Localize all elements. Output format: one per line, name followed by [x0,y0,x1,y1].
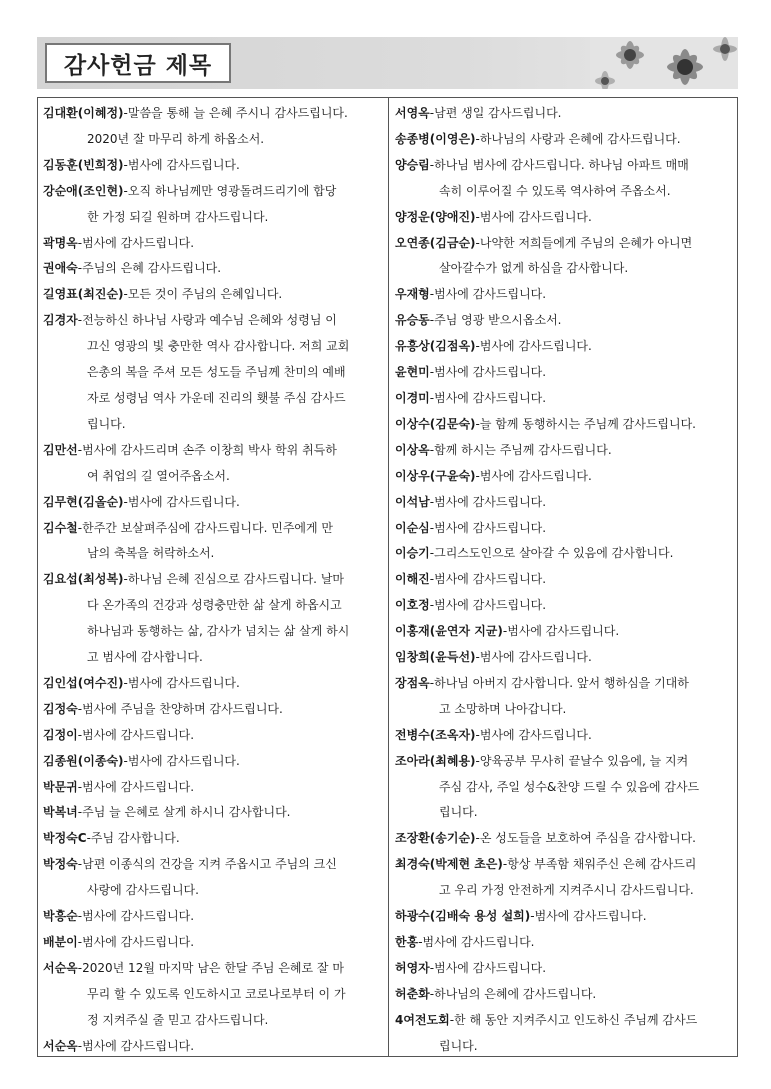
sunflower-decoration [590,37,738,89]
entry-text: -하나님 범사에 감사드립니다. 하나님 아파트 매매 [429,157,689,172]
entry-first-line [43,930,385,956]
offering-entry [43,231,385,257]
entry-text: -범사에 감사드립니다. [530,909,647,924]
entry-text: -주님의 은혜 감사드립니다. [77,261,222,276]
entry-text: -범사에 감사드립니다. [429,287,547,302]
donor-name: 전병수(조옥자) [395,727,476,742]
entry-text: -범사에 감사드립니다. [502,624,620,639]
entry-first-line [395,308,735,334]
entry-text: -범사에 감사드립니다. [429,390,547,405]
entry-continuation-line [395,878,735,904]
entry-first-line [395,645,735,671]
entry-first-line [395,619,735,645]
entry-text: -범사에 감사드립니다. [475,727,592,742]
entry-first-line [395,723,735,749]
entry-first-line [395,231,735,257]
entry-text: -한 해 동안 지켜주시고 인도하신 주님께 감사드 [449,1012,698,1027]
donor-name: 윤현미 [395,365,430,380]
donor-name: 김경자 [43,313,78,328]
offering-entry [395,282,735,308]
entry-first-line [395,1008,735,1034]
entry-first-line [43,956,385,982]
offering-entry [43,282,385,308]
entry-first-line [43,282,385,308]
offering-entry [395,826,735,852]
entry-continuation-line [395,179,735,205]
entry-text: -주님 감사합니다. [86,831,180,846]
offering-entry [43,1034,385,1060]
entry-first-line [43,826,385,852]
entry-first-line [395,412,735,438]
donor-name: 우재형 [395,287,430,302]
donor-name: 박문귀 [43,779,78,794]
donor-name: 이석남 [395,494,430,509]
entry-first-line [43,516,385,542]
left-column [43,101,385,1060]
donor-name: 박정숙C [43,831,87,846]
entry-text: 끄신 영광의 빛 충만한 역사 감사합니다. 저희 교회 [87,339,350,354]
donor-name: 한홍 [395,935,419,949]
donor-name: 임창희(윤득선) [395,650,476,665]
entry-first-line [395,852,735,878]
entry-first-line [43,1034,385,1060]
column-divider [388,98,389,1056]
offering-entry [395,930,735,956]
entry-first-line [43,308,385,334]
entry-text: -모든 것이 주님의 은혜입니다. [123,287,283,302]
donor-name: 양승림 [395,157,430,172]
entry-text: 자로 성령님 역사 가운데 진리의 횃불 주심 감사드 [87,390,346,405]
entry-first-line [395,982,735,1008]
offering-entry [43,490,385,516]
offering-entry [395,127,735,153]
entry-text: -범사에 감사드립니다. [123,753,240,768]
entry-first-line [43,490,385,516]
entry-text: -범사에 감사드립니다. [77,1038,195,1053]
donor-name: 이상옥 [395,442,430,457]
entry-text: -범사에 감사드립니다. [475,209,592,224]
offering-entry [43,567,385,671]
offering-entry [395,308,735,334]
entry-text: -오직 하나님께만 영광돌려드리기에 합당 [123,183,337,198]
entry-first-line [395,541,735,567]
entry-first-line [43,723,385,749]
entry-text: -늘 함께 동행하시는 주님께 감사드립니다. [475,416,696,431]
offering-entry [395,101,735,127]
right-column [395,101,735,1060]
entry-text: -범사에 감사드립니다. [475,650,592,665]
header-banner [37,37,738,89]
donor-name: 김정숙 [43,701,78,716]
offering-entry [43,775,385,801]
entry-text: 립니다. [439,1038,478,1053]
entry-text: 사랑에 감사드립니다. [87,883,199,898]
offering-entry [395,231,735,283]
offering-entry [395,1008,735,1060]
entry-text: 하나님과 동행하는 삶, 감사가 넘치는 삶 살게 하시 [87,624,350,639]
donor-name: 이승기 [395,546,430,561]
donor-name: 김동훈(빈희정) [43,157,124,172]
donor-name: 오연종(김금순) [395,235,476,250]
entry-text: -그리스도인으로 살아갈 수 있음에 감사합니다. [429,546,674,561]
donor-name: 장점옥 [395,675,430,690]
entry-text: -범사에 감사드립니다. [429,365,547,380]
entry-first-line [395,671,735,697]
offering-entry [395,412,735,438]
entry-first-line [43,231,385,257]
entry-text: 립니다. [439,805,478,820]
offering-entry [43,153,385,179]
entry-first-line [395,386,735,412]
entry-text: -범사에 감사드립니다. [475,339,592,354]
entry-continuation-line [43,360,385,386]
entry-text: -하나님 은혜 진심으로 감사드립니다. 날마 [123,572,344,587]
entry-continuation-line [395,256,735,282]
entry-continuation-line [43,541,385,567]
entry-first-line [395,334,735,360]
donor-name: 서순옥 [43,1038,78,1053]
entry-text: -범사에 감사드립니다. [418,935,535,949]
thanks-offering-list [37,97,738,1057]
entry-first-line [43,800,385,826]
entry-text: -하나님의 사랑과 은혜에 감사드립니다. [475,131,681,146]
entry-text: 은총의 복을 주셔 모든 성도들 주님께 찬미의 예배 [87,365,346,380]
donor-name: 배분이 [43,935,78,949]
entry-continuation-line [43,205,385,231]
offering-entry [395,723,735,749]
entry-first-line [395,438,735,464]
donor-name: 최경숙(박제현 초은) [395,857,503,872]
entry-text: -범사에 감사드립니다. [123,494,240,509]
entry-text: 여 취업의 길 열어주옵소서. [87,468,230,483]
entry-text: -범사에 감사드립니다. [429,960,547,975]
entry-first-line [43,852,385,878]
donor-name: 김수철 [43,520,78,535]
entry-text: -하나님의 은혜에 감사드립니다. [429,986,597,1001]
donor-name: 허영자 [395,960,430,975]
entry-first-line [43,101,385,127]
offering-entry [395,852,735,904]
offering-entry [43,101,385,153]
entry-first-line [395,749,735,775]
entry-first-line [43,775,385,801]
entry-text: -범사에 감사드립니다. [429,520,547,535]
offering-entry [395,490,735,516]
entry-text: -남편 이종식의 건강을 지켜 주옵시고 주님의 크신 [77,857,337,872]
entry-text: -주님 늘 은혜로 살게 하시니 감사합니다. [77,805,291,820]
donor-name: 김대환(이혜정) [43,106,124,120]
entry-first-line [395,956,735,982]
donor-name: 김정이 [43,727,78,742]
offering-entry [395,153,735,205]
entry-first-line [395,593,735,619]
entry-first-line [395,904,735,930]
entry-text: 고 범사에 감사합니다. [87,650,203,665]
entry-first-line [395,567,735,593]
entry-text: -한주간 보살펴주심에 감사드립니다. 민주에게 만 [77,520,334,535]
entry-text: 고 우리 가정 안전하게 지켜주시니 감사드립니다. [439,883,694,898]
entry-continuation-line [43,619,385,645]
entry-text: 립니다. [87,416,126,431]
donor-name: 강순애(조인현) [43,183,124,198]
entry-text: -나약한 저희들에게 주님의 은혜가 아니면 [475,235,693,250]
donor-name: 김종원(이종숙) [43,753,124,768]
donor-name: 조장환(송기순) [395,831,476,846]
donor-name: 이상우(구윤숙) [395,468,476,483]
donor-name: 서순옥 [43,960,78,975]
entry-text: -범사에 감사드립니다. [429,494,547,509]
offering-entry [43,697,385,723]
entry-text: -범사에 감사드립니다. [429,572,547,587]
donor-name: 이순심 [395,520,430,535]
entry-first-line [395,127,735,153]
offering-entry [43,749,385,775]
offering-entry [395,904,735,930]
entry-first-line [395,205,735,231]
entry-text: -항상 부족함 채워주신 은혜 감사드리 [502,857,697,872]
entry-text: -양육공부 무사히 끝날수 있음에, 늘 지켜 [475,753,689,768]
entry-continuation-line [395,800,735,826]
donor-name: 송종병(이영은) [395,131,476,146]
entry-text: -범사에 감사드리며 손주 이창희 박사 학위 취득하 [77,442,337,457]
offering-entry [395,671,735,723]
entry-text: 무리 할 수 있도록 인도하시고 코로나로부터 이 가 [87,986,346,1001]
entry-text: 남의 축복을 허락하소서. [87,546,215,561]
entry-text: -범사에 감사드립니다. [123,675,240,690]
offering-entry [395,541,735,567]
entry-text: -온 성도들을 보호하여 주심을 감사합니다. [475,831,696,846]
donor-name: 이상수(김문숙) [395,416,476,431]
entry-continuation-line [43,127,385,153]
donor-name: 박흥순 [43,909,78,924]
donor-name: 김만선 [43,442,78,457]
entry-first-line [43,671,385,697]
entry-text: 살아갈수가 없게 하심을 감사합니다. [439,261,629,276]
entry-first-line [395,153,735,179]
entry-continuation-line [43,982,385,1008]
donor-name: 김인섭(여수진) [43,675,124,690]
entry-first-line [395,360,735,386]
entry-continuation-line [43,878,385,904]
offering-entry [395,619,735,645]
entry-first-line [395,930,735,956]
entry-text: -남편 생일 감사드립니다. [429,106,562,120]
entry-text: -전능하신 하나님 사랑과 예수님 은혜와 성령님 이 [77,313,337,328]
entry-text: -범사에 감사드립니다. [429,598,547,613]
entry-continuation-line [43,334,385,360]
offering-entry [43,256,385,282]
donor-name: 권애숙 [43,261,78,276]
offering-entry [395,205,735,231]
offering-entry [395,516,735,542]
entry-text: 고 소망하며 나아갑니다. [439,701,567,716]
offering-entry [43,904,385,930]
offering-entry [43,438,385,490]
entry-text: -범사에 감사드립니다. [475,468,592,483]
entry-first-line [43,153,385,179]
entry-text: -하나님 아버지 감사합니다. 앞서 행하심을 기대하 [429,675,689,690]
donor-name: 이홍재(윤연자 지균) [395,624,503,639]
entry-text: -범사에 감사드립니다. [123,157,240,172]
offering-entry [43,930,385,956]
offering-entry [43,671,385,697]
donor-name: 양정운(양애진) [395,209,476,224]
entry-text: -2020년 12월 마지막 남은 한달 주님 은혜로 잘 마 [77,960,344,975]
offering-entry [395,464,735,490]
offering-entry [395,749,735,827]
entry-text: 정 지켜주실 줄 믿고 감사드립니다. [87,1012,269,1027]
entry-text: -범사에 감사드립니다. [77,779,195,794]
offering-entry [395,334,735,360]
donor-name: 하광수(김배숙 용성 설희) [395,909,531,924]
page-title: 감사헌금 제목 [45,43,231,83]
donor-name: 이호정 [395,598,430,613]
entry-text: -범사에 감사드립니다. [77,727,195,742]
donor-name: 박복녀 [43,805,78,820]
entry-first-line [43,567,385,593]
entry-continuation-line [43,1008,385,1034]
entry-first-line [395,826,735,852]
donor-name: 김무현(김올순) [43,494,124,509]
offering-entry [43,826,385,852]
offering-entry [43,308,385,438]
offering-entry [395,567,735,593]
entry-first-line [43,256,385,282]
donor-name: 곽명옥 [43,235,78,250]
donor-name: 서영옥 [395,106,430,120]
offering-entry [43,516,385,568]
offering-entry [395,386,735,412]
entry-first-line [395,464,735,490]
entry-first-line [43,697,385,723]
entry-continuation-line [395,1034,735,1060]
entry-continuation-line [43,412,385,438]
offering-entry [395,593,735,619]
entry-text: -범사에 감사드립니다. [77,235,195,250]
entry-text: 다 온가족의 건강과 성령충만한 삶 살게 하옵시고 [87,598,342,613]
entry-first-line [395,101,735,127]
entry-continuation-line [43,645,385,671]
entry-text: -말씀을 통해 늘 은혜 주시니 감사드립니다. [123,106,348,120]
entry-continuation-line [43,386,385,412]
entry-continuation-line [395,775,735,801]
offering-entry [395,360,735,386]
entry-first-line [395,282,735,308]
entry-text: -주님 영광 받으시옵소서. [429,313,562,328]
offering-entry [43,179,385,231]
donor-name: 유승동 [395,313,430,328]
donor-name: 조아라(최혜용) [395,753,476,768]
donor-name: 이경미 [395,390,430,405]
entry-text: 주심 감사, 주일 성수&찬양 드릴 수 있음에 감사드 [439,779,700,794]
offering-entry [395,438,735,464]
entry-first-line [395,516,735,542]
donor-name: 김요섭(최성복) [43,572,124,587]
entry-continuation-line [43,464,385,490]
entry-first-line [43,904,385,930]
entry-first-line [43,749,385,775]
entry-text: 속히 이루어질 수 있도록 역사하여 주옵소서. [439,183,671,198]
entry-first-line [43,438,385,464]
offering-entry [43,800,385,826]
donor-name: 4여전도회 [395,1012,450,1027]
entry-text: -범사에 주님을 찬양하며 감사드립니다. [77,701,283,716]
offering-entry [43,723,385,749]
donor-name: 박정숙 [43,857,78,872]
offering-entry [395,645,735,671]
offering-entry [395,956,735,982]
donor-name: 허춘화 [395,986,430,1001]
entry-continuation-line [43,593,385,619]
offering-entry [395,982,735,1008]
entry-text: 2020년 잘 마무리 하게 하옵소서. [87,131,265,146]
donor-name: 이해진 [395,572,430,587]
entry-text: -함께 하시는 주님께 감사드립니다. [429,442,612,457]
offering-entry [43,956,385,1034]
entry-first-line [395,490,735,516]
offering-entry [43,852,385,904]
donor-name: 길영표(최진순) [43,287,124,302]
entry-first-line [43,179,385,205]
entry-text: -범사에 감사드립니다. [77,909,195,924]
entry-text: 한 가정 되길 원하며 감사드립니다. [87,209,269,224]
entry-text: -범사에 감사드립니다. [77,935,195,949]
entry-continuation-line [395,697,735,723]
donor-name: 유흥상(김점옥) [395,339,476,354]
